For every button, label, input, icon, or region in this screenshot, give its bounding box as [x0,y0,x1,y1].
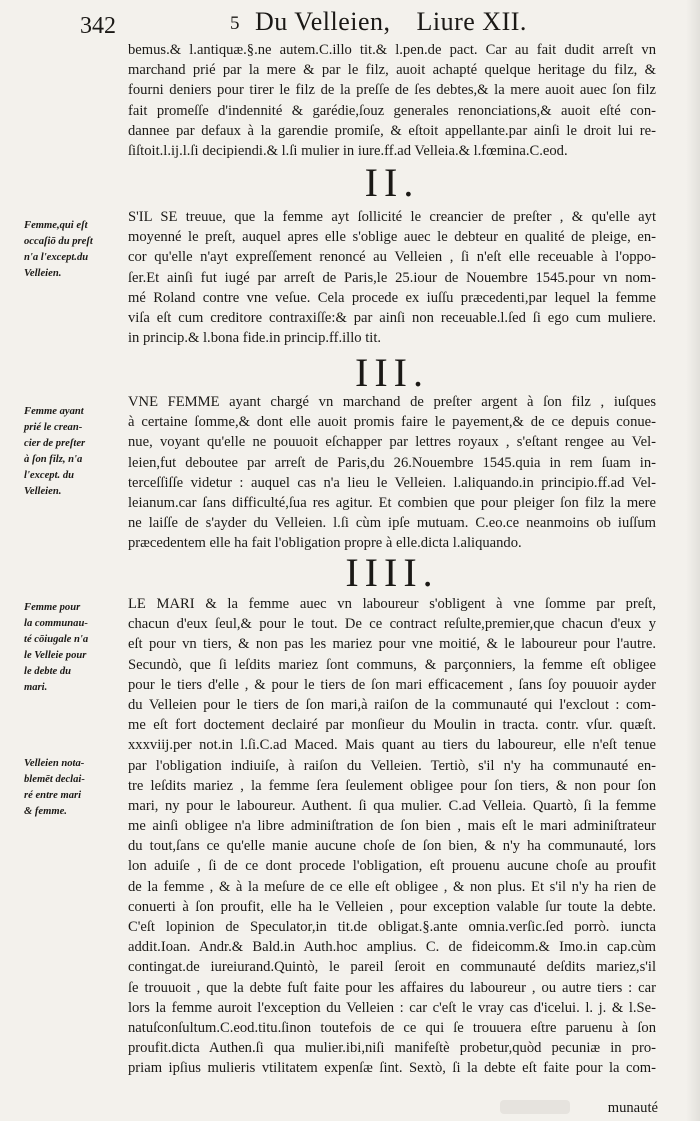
text-line: mé Roland contre vne veſue. Cela procede ex iuſſu præcedenti,par lequel la femme [128,289,656,306]
text-line: de la femme , & à la meſure de ce elle eſt obligee , & non plus. Et s'il n'y ha rien de [128,878,656,895]
text-line: ſer.Et ainſi fut iugé par arreſt de Paris,le 25.iour de Nouembre 1545.pour vn nom- [128,269,656,286]
margin-note-line: prié le crean- [24,422,83,433]
text-line: addit.Ioan. Andr.& Bald.in Auth.hoc amplius. C. de fideicomm.& Imo.in cap.cùm [128,939,656,956]
section-heading-3: III. [355,350,429,395]
margin-note-line: l'except. du [24,470,75,481]
margin-note-line: le Velleie pour [24,650,87,661]
text-line: C'eſt lopinion de Speculator,in tit.de obligat.§.ante omnia.verſic.ſed porrò. iuncta [128,919,656,935]
text-line: S'IL SE treuue, que la femme ayt ſollicité le creancier de preſter , & qu'elle ayt [128,209,656,225]
text-line: chacun d'eux ſeul,& pour le tout. De ce contract reſulte,premier,que chacun d'eux y [128,616,656,633]
text-line: par l'obligation indiuiſe, à raiſon du Velleien. Tertiò, s'il n'y ha communauté en- [128,757,656,774]
text-line: leien,fut deboutee par arreſt de Paris,du 26.Nouembre 1545.quia in rem ſuam in- [128,454,656,471]
text-line: natuſconſultum.C.eod.titu.ſinon toutefois de ce qui ſe trouuera eſtre paruenu à ſon [128,1019,656,1036]
book-number: Liure XII. [416,7,527,36]
margin-note-line: Femme,qui eſt [24,220,88,231]
margin-note-line: blemēt declai- [24,774,85,785]
text-line: cor qu'elle n'ayt expreſſement renoncé au Velleien , ſi n'eſt elle receuable à l'oppo- [128,249,656,266]
text-line: nue, voyant qu'elle ne pouuoit eſchapper par lettres royaux , s'eſtant rengee au Vel- [128,434,656,451]
text-line: pour le tiers d'elle , & pour le tiers de ſon mari efficacement , ſans ſoy pouuoir ayder [128,676,656,693]
text-line: tre leſdits mariez , la femme ſera ſeulement obligee pour ſon tiers, & non pour ſon [128,777,656,794]
text-line: VNE FEMME ayant chargé vn marchand de preſter argent à ſon filz , iuſques [128,394,656,410]
text-line: fourni deniers pour tirer le filz de la preſſe de ſes debtes,& la mere auoit auec ſon filz [128,82,656,99]
margin-note-line: n'a l'except.du [24,252,89,263]
margin-note-line: Velleien. [24,268,62,279]
text-line: LE MARI & la femme auec vn laboureur s'obligent à vne ſomme par preſt, [128,596,656,612]
text-line: marchand prié par la mere & par le filz, auoit achapté quelque heritage du filz, & [128,62,656,79]
running-title-text: Du Velleien, [255,7,391,36]
paragraph-2 [128,207,656,348]
page-number: 342 [80,13,116,39]
margin-note-line: té cōiugale n'a [24,634,89,645]
page-edge-shadow [686,0,700,1121]
paragraph-3 [128,392,656,554]
text-line: du Velleien pour le tiers de ſon mari,à raiſon de la communauté qui l'exclout : com- [128,696,656,713]
text-line: Secundò, que ſi leſdits mariez ſont communs, & parçonniers, la femme eſt obligee [128,656,656,673]
text-line: præcedentem elle ha fait l'obligation propre à elle.dicta l.aliquando. [128,535,522,552]
margin-note-line: à ſon filz, n'a [24,454,83,465]
margin-note-line: mari. [24,682,48,693]
text-line: lon aduiſe , ſi de ce dont procede l'obligation, eſt prouenu aucune choſe au proufit [128,858,656,875]
text-line: dannee par defaux à la garendie promiſe, & eſtoit appellante.par ainſi le droit lui re- [128,122,656,139]
margin-note-line: cier de preſter [24,438,86,449]
text-line: me eſt fort doctement declairé par monſieur du Moulin in tracta. contr. vſur. quæſt. [128,717,656,734]
text-line: ne laiſſe de s'ayder du Velleien. l.ſi cùm ipſe mutuam. C.eo.ce neanmoins ob iuſſum [128,515,656,532]
text-line: bemus.& l.antiquæ.§.ne autem.C.illo tit.& l.pen.de pact. Car au fait dudit arreſt vn [128,42,656,58]
text-line: viſa eſt cum creditore contraxiſſe:& par ainſi non receuable.l.ſed ſi ego cum muliere. [128,309,656,326]
text-line: proufit.dicta Authen.ſi qua mulier.ibi,niſi manifeſtè probetur,quòd pecuniæ in pro- [128,1040,656,1057]
text-line: contingat.de iureiurand.Quintò, le pareil ſeroit en communauté deſdits mariez,s'il [128,959,656,976]
margin-note-line: occaſiō du preſt [24,236,93,247]
text-line: fait promeſſe d'indennité & garédie,ſouz generales renonciations,& auoit eſté con- [128,102,656,119]
margin-note-4 [24,600,122,696]
text-line: lors la femme auroit l'exception du Velleien : car c'eſt le vray cas d'icelui. l. j. & l.Se- [128,999,656,1016]
text-line: xxxviij.per not.in l.ſi.C.ad Maced. Mais quant au tiers du laboureur, elle n'eſt tenue [128,737,656,754]
margin-note-3 [24,404,122,500]
text-line: leianum.car ſans difficulté,ſua res agitur. Et combien que pour pleiger ſon filz la mere [128,494,656,511]
text-line: ſiſtoit.l.ij.l.ſi decipiendi.& l.ſi mulier in iure.ff.ad Velleia.& l.fœmina.C.eod. [128,142,568,159]
text-line: terceſſiſſe videtur : auquel cas n'a lieu le Velleien. l.aliquando.in principio.ff.ad Vel- [128,474,656,491]
text-line: ſe trouuoit , que la debte fuſt faite pour les affaires du laboureur , ou autre tiers : car [128,979,656,996]
catchword: munauté [607,1100,658,1116]
text-line: du tout,ſans ce qu'elle manie aucune choſe de ſon bien, & n'y ha communauté, lors [128,838,656,855]
margin-note-line: & femme. [24,806,67,817]
margin-note-line: le debte du [24,666,72,677]
paragraph-continuation [128,40,656,161]
text-line: me ainſi obligee n'a libre adminiſtration de ſon bien , mais eſt le mari adminiſtrateur [128,818,656,835]
margin-note-line: Femme ayant [24,406,84,417]
text-line: mari, ny pour le laboureur. Authent. ſi qua mulier. C.ad Velleia. Quartò, ſi la femme [128,797,656,814]
section-heading-2: II. [364,160,420,205]
margin-note-line: ré entre mari [24,790,82,801]
running-title [255,2,527,42]
margin-note-line: Velleien nota- [24,758,85,769]
text-line: priam ipſius mulieris vtilitatem expenſæ ſint. Sextò, ſi la debte eſt faite pour la com- [128,1060,656,1077]
page-header [80,2,680,42]
section-heading-4: IIII. [345,550,439,595]
margin-note-2 [24,218,122,282]
margin-note-5 [24,756,122,820]
text-line: à certaine ſomme,& dont elle auoit promis faire le payement,& de ce depuis conue- [128,414,656,431]
text-line: eſt pour vn tiers, & non pas les mariez pour vne moitié, & le laboureur pour l'autre. [128,636,656,653]
text-line: moyenné le preſt, auquel apres elle s'oblige auec le debteur en qualité de pleige, en- [128,229,656,246]
margin-note-line: Femme pour [24,602,81,613]
margin-note-line: la communau- [24,618,88,629]
paragraph-4 [128,594,656,1079]
text-line: in princip.& l.bona fide.in princip.ff.illo tit. [128,330,382,347]
signature-mark: 5 [230,13,240,34]
text-line: conuerti à ſon proufit, elle ha le Velleien , pour exception valable ſur toute la debte. [128,898,656,915]
margin-note-line: Velleien. [24,486,62,497]
